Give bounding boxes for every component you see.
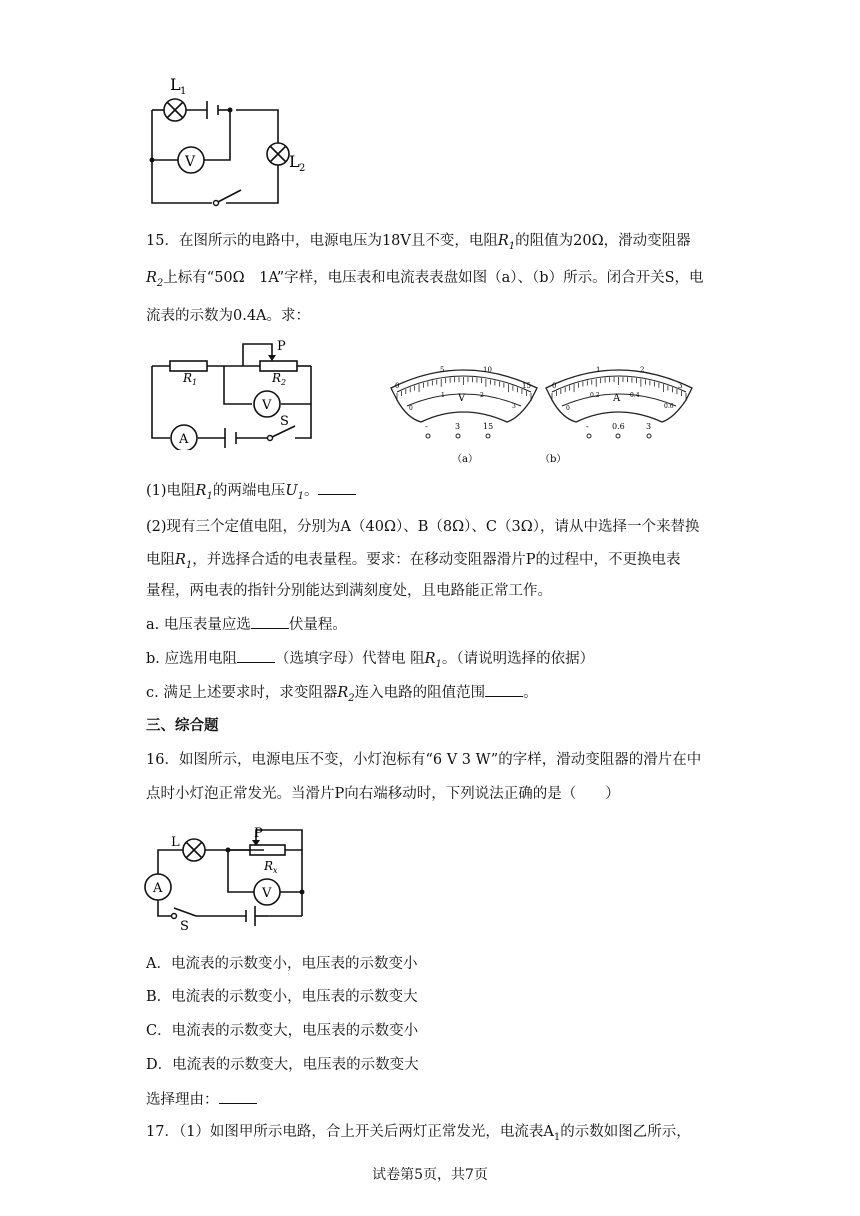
q15-part-c: c. 满足上述要求时，求变阻器$R_2$连入电路的阻值范围 。 [146, 682, 538, 709]
v-term-3: 3 [455, 422, 461, 431]
slider-P-label: P [277, 339, 286, 354]
a-inner-02: 0.2 [590, 392, 600, 399]
voltmeter-label: V [262, 398, 272, 413]
v-inner-3: 3 [512, 403, 516, 410]
q15-sub2-line3: 量程，两电表的指针分别能达到满刻度处，且电路能正常工作。 [146, 583, 552, 599]
voltmeter-label: V [185, 154, 196, 170]
answer-blank[interactable] [318, 480, 356, 495]
q15-line2: $R_2$上标有“50Ω 1A”字样，电压表和电流表表盘如图（a）、（b）所示。闭合开关S，电 [146, 270, 704, 289]
q16-option-a[interactable]: A．电流表的示数变小，电压表的示数变小 [146, 956, 418, 972]
q15-part-a: a. 电压表量应选 伏量程。 [146, 614, 347, 635]
v-tick-5: 5 [440, 366, 445, 374]
Rx-sub: x [273, 866, 278, 875]
a-inner-06: 0.6 [664, 403, 674, 410]
q16-line1: 16．如图所示，电源电压不变，小灯泡标有“6 V 3 W”的字样，滑动变阻器的滑片在中 [146, 752, 702, 768]
L1-sub: 1 [180, 86, 187, 97]
ammeter-label: A [179, 432, 189, 447]
q16-option-d[interactable]: D．电流表的示数变大，电压表的示数变大 [146, 1057, 419, 1073]
v-inner-1: 1 [441, 392, 445, 399]
v-tick-15: 15 [522, 382, 531, 390]
voltmeter-label: V [262, 886, 272, 901]
switch-label: S [280, 414, 289, 429]
L-label: L [171, 835, 180, 850]
caption-b: （b） [540, 454, 567, 465]
q16-option-c[interactable]: C．电流表的示数变大，电压表的示数变小 [146, 1023, 419, 1039]
a-term-3: 3 [646, 422, 652, 431]
q15-sub2-line1: (2)现有三个定值电阻，分别为A（40Ω）、B（8Ω）、C（3Ω），请从中选择一个来替换 [146, 519, 700, 535]
R2-label: R [272, 371, 282, 385]
q16-reason: 选择理由： [146, 1089, 257, 1110]
caption-a: （a） [452, 454, 478, 465]
ammeter-dial [540, 356, 700, 468]
answer-blank[interactable] [219, 1089, 257, 1104]
voltmeter-dial [385, 356, 545, 468]
q15-line3: 流表的示数为0.4A。求： [146, 308, 311, 324]
a-inner-04: 0.4 [630, 392, 640, 399]
L2-label: L [289, 152, 300, 171]
circuit-diagram-16 [140, 824, 315, 936]
answer-blank[interactable] [237, 648, 275, 663]
a-letter: A [613, 393, 621, 404]
q16-line2: 点时小灯泡正常发光。当滑片P向右端移动时，下列说法正确的是（ ） [146, 786, 620, 802]
q15-line1: 15．在图所示的电路中，电源电压为18V且不变，电阻$R_1$的阻值为20Ω，滑动变阻器 [146, 233, 691, 252]
a-tick-2: 2 [640, 366, 645, 374]
v-inner-2: 2 [480, 392, 484, 399]
v-tick-10: 10 [483, 366, 492, 374]
R1-sub: 1 [192, 378, 198, 387]
answer-blank[interactable] [485, 682, 523, 697]
a-inner-0: 0 [566, 405, 570, 412]
ammeter-label: A [153, 881, 163, 896]
v-term-15: 15 [483, 422, 494, 431]
L1-label: L [170, 75, 181, 94]
q15-sub2-line2: 电阻$R_1$，并选择合适的电表量程。要求：在移动变阻器滑片P的过程中，不更换电表 [146, 552, 681, 571]
section-heading: 三、综合题 [146, 718, 219, 734]
switch-label: S [180, 919, 189, 934]
R2-sub: 2 [281, 378, 287, 387]
a-tick-3: 3 [678, 382, 683, 390]
q16-option-b[interactable]: B．电流表的示数变小，电压表的示数变大 [146, 989, 418, 1005]
R1-label: R [183, 371, 193, 385]
v-tick-0: 0 [395, 382, 400, 390]
answer-blank[interactable] [251, 614, 289, 629]
q15-part-b: b. 应选用电阻 （选填字母）代替电 阻$R_1$。（请说明选择的依据） [146, 648, 594, 675]
Rx-label: R [264, 859, 274, 873]
a-term-neg: - [586, 422, 589, 431]
q15-sub1: (1)电阻$R_1$的两端电压$U_1$。 [146, 480, 356, 507]
a-tick-0: 0 [552, 382, 557, 390]
page-footer: 试卷第5页，共7页 [372, 1167, 488, 1183]
q17-line1: 17．（1）如图甲所示电路，合上开关后两灯正常发光，电流表$A_1$的示数如图乙所示， [146, 1124, 691, 1143]
v-inner-0: 0 [409, 405, 413, 412]
circuit-diagram-15 [140, 338, 325, 450]
a-tick-1: 1 [596, 366, 601, 374]
a-term-06: 0.6 [612, 422, 625, 431]
circuit-diagram-1 [140, 70, 320, 215]
slider-P-label: P [254, 826, 263, 841]
v-letter: V [458, 393, 466, 404]
v-term-neg: - [425, 422, 428, 431]
L2-sub: 2 [299, 163, 306, 174]
